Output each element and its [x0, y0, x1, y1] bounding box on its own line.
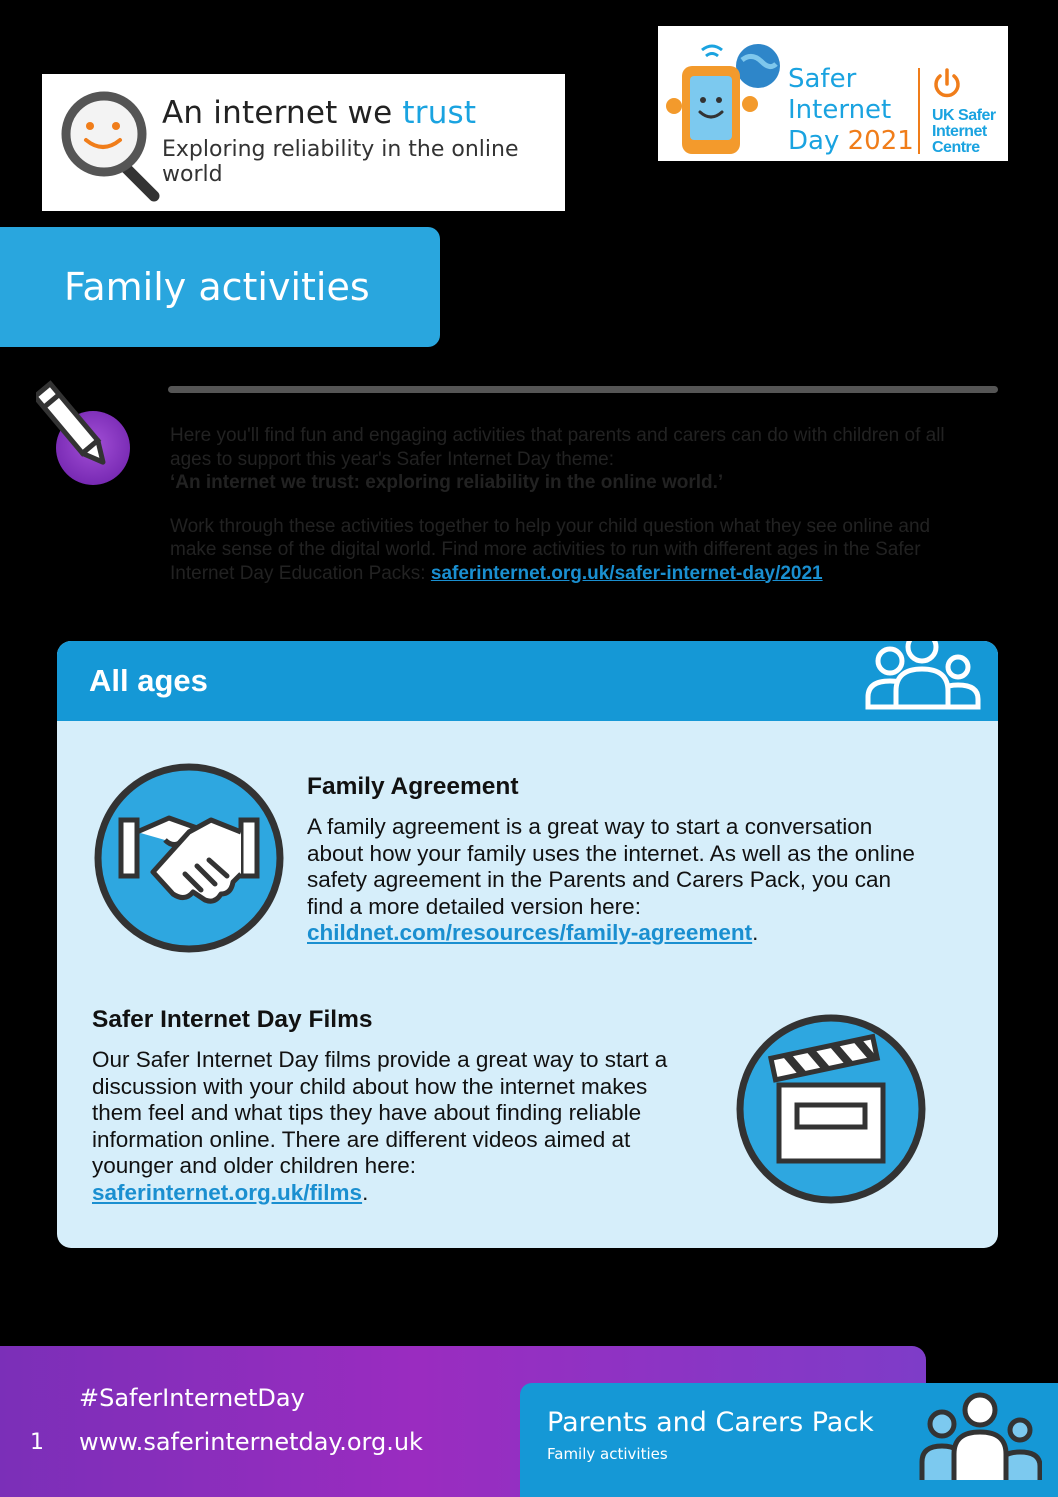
theme-logo — [42, 74, 565, 211]
tablet-mascot-icon — [658, 26, 788, 161]
website-link[interactable]: www.saferinternetday.org.uk — [79, 1428, 423, 1456]
page-title: Family activities — [64, 265, 370, 309]
education-packs-link[interactable]: saferinternet.org.uk/safer-internet-day/2021 — [430, 562, 823, 584]
hashtag: #SaferInternetDay — [79, 1384, 305, 1412]
intro-text — [170, 424, 970, 605]
intro-paragraph-1: Here you'll find fun and engaging activities that parents and carers can do with children of all ages to support this year's Safer Internet Day theme: ‘An internet we trust: exploring reliability in the online world.’ — [170, 425, 945, 493]
sid-logo — [658, 26, 1008, 161]
family-agreement-title: Family Agreement — [307, 773, 519, 800]
ukc-logo-text: UK Safer Internet Centre — [932, 107, 996, 156]
all-ages-card — [57, 641, 998, 1248]
intro-divider — [168, 386, 998, 393]
magnifying-glass-icon — [42, 74, 162, 211]
films-body: Our Safer Internet Day films provide a great way to start a discussion with your child about how the internet makes them feel and what tips they have about finding reliable information online. There are different videos aimed at younger and older children here: saferinternet.org.uk/films. — [92, 1047, 668, 1205]
films-title: Safer Internet Day Films — [92, 1006, 373, 1033]
handshake-icon — [93, 762, 285, 954]
pencil-icon — [36, 380, 136, 490]
page-number: 1 — [30, 1430, 44, 1455]
family-agreement-link[interactable]: childnet.com/resources/family-agreement — [307, 920, 753, 945]
people-icon — [854, 641, 984, 719]
films-link[interactable]: saferinternet.org.uk/films — [92, 1179, 363, 1205]
family-agreement-body: A family agreement is a great way to start a conversation about how your family uses the internet. As well as the online safety agreement in the Parents and Carers Pack, you can find a more detailed version here: childnet.com/resources/family-agreement. — [307, 814, 915, 945]
card-heading: All ages — [89, 663, 208, 698]
pack-title: Parents and Carers Pack — [547, 1407, 874, 1438]
clapperboard-icon — [735, 1013, 927, 1205]
card-header — [57, 641, 998, 721]
intro-paragraph-2: Work through these activities together to help your child question what they see online and make sense of the digital world. Find more activities to run with different ages in the Safer Internet Day Education Packs: saferinternet.org.uk/safer-internet-day/2021 — [170, 515, 931, 584]
theme-title: An internet we trust — [162, 94, 477, 131]
theme-subtitle: Exploring reliability in the online world — [162, 136, 519, 187]
logo-divider — [918, 68, 920, 154]
family-icon — [912, 1390, 1042, 1485]
pack-subtitle: Family activities — [547, 1445, 668, 1463]
sid-title: Safer Internet Day 2021 — [788, 64, 914, 156]
title-tab — [0, 227, 440, 347]
power-icon — [932, 68, 962, 102]
